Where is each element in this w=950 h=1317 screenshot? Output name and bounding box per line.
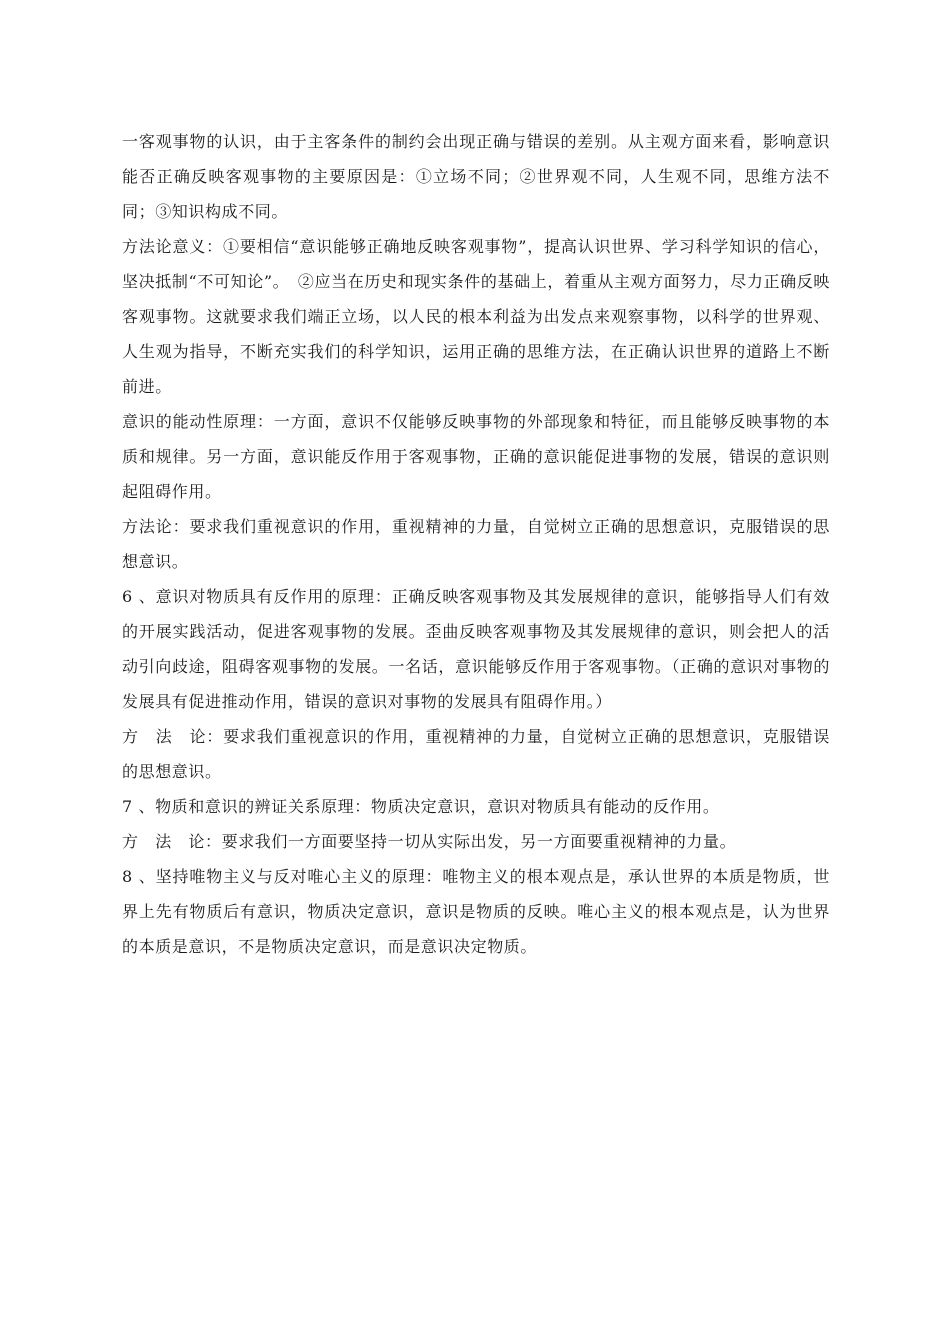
paragraph-methodology-2: 方 法 论：要求我们重视意识的作用，重视精神的力量，自觉树立正确的思想意识，克服错误的思想意识。	[122, 727, 830, 781]
paragraph-section-6: 6 、意识对物质具有反作用的原理：正确反映客观事物及其发展规律的意识，能够指导人们有效的开展实践活动，促进客观事物的发展。歪曲反映客观事物及其发展规律的意识，则会把人的活动引向歧途，阻碍客观事物的发展。一名话，意识能够反作用于客观事物。（正确的意识对事物的发展具有促进推动作用，错误的意识对事物的发展具有阻碍作用。）	[122, 587, 830, 711]
paragraph-methodology-significance: 方法论意义：①要相信“意识能够正确地反映客观事物”，提高认识世界、学习科学知识的信心，坚决抵制“不可知论”。 ②应当在历史和现实条件的基础上，着重从主观方面努力，尽力正确反映客观事物。这就要求我们端正立场，以人民的根本利益为出发点来观察事物，以科学的世界观、人生观为指导，不断充实我们的科学知识，运用正确的思维方法，在正确认识世界的道路上不断前进。	[122, 237, 830, 396]
paragraph-methodology-3: 方 法 论：要求我们一方面要坚持一切从实际出发，另一方面要重视精神的力量。	[122, 832, 737, 851]
paragraph-section-7: 7 、物质和意识的辨证关系原理：物质决定意识，意识对物质具有能动的反作用。	[122, 797, 720, 816]
paragraph-section-8: 8 、坚持唯物主义与反对唯心主义的原理：唯物主义的根本观点是，承认世界的本质是物质，世界上先有物质后有意识，物质决定意识，意识是物质的反映。唯心主义的根本观点是，认为世界的本质是意识，不是物质决定意识，而是意识决定物质。	[122, 867, 830, 956]
paragraph-consciousness-initiative: 意识的能动性原理：一方面，意识不仅能够反映事物的外部现象和特征，而且能够反映事物的本质和规律。另一方面，意识能反作用于客观事物，正确的意识能促进事物的发展，错误的意识则起阻碍作用。	[122, 412, 830, 501]
paragraph-consciousness-correctness: 一客观事物的认识，由于主客条件的制约会出现正确与错误的差别。从主观方面来看，影响意识能否正确反映客观事物的主要原因是：①立场不同；②世界观不同，人生观不同，思维方法不同；③知识构成不同。	[122, 132, 830, 221]
document-page	[122, 124, 830, 964]
paragraph-methodology-1: 方法论：要求我们重视意识的作用，重视精神的力量，自觉树立正确的思想意识，克服错误的思想意识。	[122, 517, 830, 571]
